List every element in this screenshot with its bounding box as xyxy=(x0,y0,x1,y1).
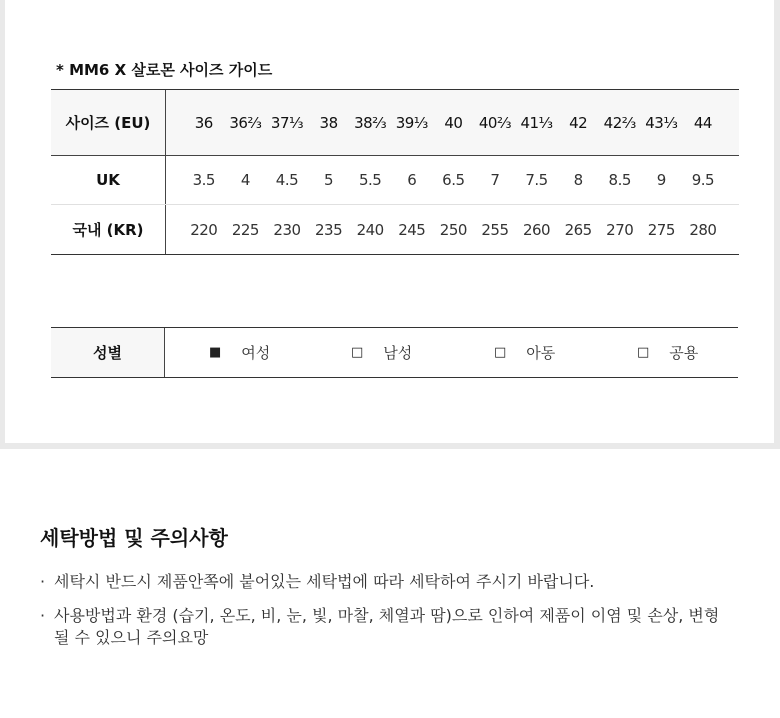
eu-size-cell: 42⅔ xyxy=(603,113,636,132)
uk-size-cell: 6.5 xyxy=(442,171,465,189)
care-item-text: 세탁시 반드시 제품안쪽에 붙어있는 세탁법에 따라 세탁하여 주시기 바랍니다. xyxy=(54,572,595,591)
gender-option-label: 아동 xyxy=(526,344,556,362)
uk-size-cell: 7.5 xyxy=(525,171,548,189)
kr-size-cell: 235 xyxy=(315,220,343,239)
gender-option-unisex xyxy=(637,328,698,377)
eu-size-cell: 40⅔ xyxy=(478,113,512,132)
kr-size-cell: 245 xyxy=(398,220,426,239)
kr-size-cell: 275 xyxy=(647,220,675,239)
care-item-text: 사용방법과 환경 (습기, 온도, 비, 눈, 빛, 마찰, 체열과 땀)으로 인하여 제품이 이염 및 손상, 변형될 수 있으니 주의요망 xyxy=(54,606,720,647)
kr-size-cell: 225 xyxy=(231,220,259,239)
bullet-icon: · xyxy=(40,572,46,591)
uk-size-cell: 9 xyxy=(656,171,666,189)
gender-option-label: 공용 xyxy=(669,344,699,362)
gender-option-male xyxy=(351,328,412,377)
kr-size-cell: 255 xyxy=(481,220,509,239)
gender-option-female xyxy=(209,328,270,377)
eu-size-cell: 40 xyxy=(444,113,463,132)
uk-size-cell: 6 xyxy=(407,171,417,189)
gender-option-label: 남성 xyxy=(383,344,413,362)
eu-size-cell: 36 xyxy=(194,113,213,132)
uk-size-label: UK xyxy=(51,156,166,204)
uk-size-cell: 8.5 xyxy=(608,171,631,189)
eu-size-cells xyxy=(166,114,741,132)
gender-option-kids xyxy=(494,328,555,377)
checked-box-icon: ■ xyxy=(209,345,222,360)
eu-size-cell: 42 xyxy=(569,113,588,132)
uk-size-row xyxy=(51,156,739,205)
gender-table xyxy=(51,327,738,378)
kr-size-cell: 280 xyxy=(689,220,717,239)
eu-size-cell: 38⅔ xyxy=(354,113,387,132)
kr-size-cells xyxy=(166,221,741,239)
kr-size-cell: 250 xyxy=(439,220,467,239)
kr-size-label: 국내 (KR) xyxy=(51,205,166,254)
kr-size-row xyxy=(51,205,739,254)
uk-size-cell: 5 xyxy=(324,171,334,189)
unchecked-box-icon: □ xyxy=(494,345,507,360)
unchecked-box-icon: □ xyxy=(351,345,364,360)
size-table xyxy=(51,89,739,255)
care-item xyxy=(40,605,730,649)
kr-size-cell: 260 xyxy=(522,220,551,239)
care-title: 세탁방법 및 주의사항 xyxy=(40,526,228,550)
eu-size-cell: 36⅔ xyxy=(229,113,262,132)
eu-size-cell: 43⅓ xyxy=(645,113,678,132)
kr-size-cell: 270 xyxy=(606,220,634,239)
gender-option-label: 여성 xyxy=(241,344,271,362)
kr-size-cell: 240 xyxy=(356,220,384,239)
bullet-icon: · xyxy=(40,606,46,625)
gender-label: 성별 xyxy=(51,328,165,377)
eu-size-cell: 38 xyxy=(319,113,338,132)
eu-size-cell: 37⅓ xyxy=(270,113,304,132)
uk-size-cell: 5.5 xyxy=(358,171,382,189)
eu-size-cell: 44 xyxy=(693,113,712,132)
kr-size-cell: 230 xyxy=(273,220,301,239)
uk-size-cell: 7 xyxy=(490,171,500,189)
eu-size-row xyxy=(51,90,739,156)
eu-size-cell: 41⅓ xyxy=(520,113,553,132)
kr-size-cell: 265 xyxy=(564,220,592,239)
unchecked-box-icon: □ xyxy=(637,345,650,360)
uk-size-cell: 4 xyxy=(240,171,250,189)
eu-size-cell: 39⅓ xyxy=(395,113,428,132)
uk-size-cell: 4.5 xyxy=(275,171,299,189)
uk-size-cell: 9.5 xyxy=(691,171,715,189)
uk-size-cell: 3.5 xyxy=(192,171,215,189)
kr-size-cell: 220 xyxy=(190,220,218,239)
size-guide-title: * MM6 X 살로몬 사이즈 가이드 xyxy=(56,61,273,79)
care-item xyxy=(40,571,730,593)
uk-size-cell: 8 xyxy=(573,171,583,189)
eu-size-label: 사이즈 (EU) xyxy=(51,90,166,155)
uk-size-cells xyxy=(166,171,741,189)
